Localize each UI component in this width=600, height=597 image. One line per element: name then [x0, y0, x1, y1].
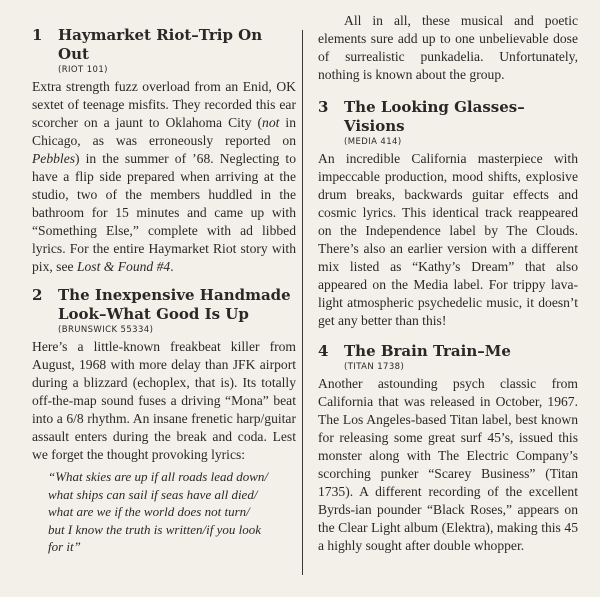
entry-body: Another astounding psych classic from California that was released in October, 1967. The Los Angeles-based Titan label, best known for releasing some great surf 45’s, issued this monster along with The Electric Company’s scorching punker “Scarey Business” (Titan 1735). A different recording of the excellent Byrds-ian pounder “Black Roses,” appears on the Clear Light album (Elektra), making this 45 a highly sought after double whopper.	[318, 376, 578, 553]
entry-heading	[32, 286, 296, 324]
lyric-line: but I know the truth is written/if you look	[48, 521, 262, 537]
lyric-line: what ships can sail if seas have all died/	[48, 486, 258, 502]
track-number: 3	[318, 98, 329, 116]
emphasis-text: not	[262, 115, 280, 130]
right-column	[318, 12, 578, 565]
track-number: 4	[318, 342, 329, 360]
entry-body: An incredible California masterpiece with impeccable production, mood shifts, explosive drum breaks, backwards guitar effects and cosmic lyrics. This identical track reappeared on the Independence label by The Clouds. There’s also an earlier version with a different mix listed as “Kathy’s Dream” that also appeared on the Media label. For trippy lava-light atmospheric psychedelic music, it doesn’t get any better than this!	[318, 151, 578, 328]
emphasis-text: Pebbles	[32, 151, 76, 166]
entry-heading	[318, 98, 578, 136]
catalog-number: (TITAN 1738)	[344, 362, 405, 372]
emphasis-text: Lost & Found #4	[76, 259, 171, 274]
entry-body: Here’s a little-known freakbeat killer from August, 1968 with more delay than JFK airport during a blizzard (echoplex, that is). Its totally off-the-map sound fuses a driving “Mona” beat into a 6/8 rhythm. An insane frenetic harp/guitar assault enters during the break and coda. Lest we forget the thought provoking lyrics:	[32, 339, 296, 462]
left-column	[32, 26, 296, 566]
catalog-number: (BRUNSWICK 55334)	[58, 325, 154, 335]
track-number: 1	[32, 26, 43, 44]
entry-body	[32, 78, 296, 276]
track-number: 2	[32, 286, 43, 304]
lyrics-quote	[48, 468, 296, 556]
track-title	[58, 286, 296, 324]
body-text: ) in the summer of ’68. Neglecting to have a flip side prepared when arriving at the studio, two of the members huddled in the bathroom for 15 minutes and came up with “Something Else,” complete with ad libbed lyrics. For the entire Haymarket Riot story with pix, see	[32, 151, 296, 274]
track-title: The Brain Train–Me	[344, 342, 511, 360]
lyric-line: for it”	[48, 539, 81, 554]
entry-haymarket-riot	[32, 26, 296, 276]
catalog-number: (RIOT 101)	[58, 65, 108, 75]
track-title-line: Look–What Good Is Up	[58, 305, 249, 323]
continued-paragraph: All in all, these musical and poetic elements sure add up to one unbelievable dose of surrealistic punkadelia. Unfortunately, nothing is known about the group.	[318, 13, 578, 82]
track-title: Haymarket Riot–Trip On Out	[58, 26, 263, 63]
track-title: The Looking Glasses–Visions	[344, 98, 525, 135]
body-text: in Chicago, as was erroneously reported on	[32, 115, 296, 148]
lyric-line: what are we if the world does not turn/	[48, 504, 250, 519]
track-title-line: The Inexpensive Handmade	[58, 286, 291, 304]
entry-inexpensive-handmade-look	[32, 286, 296, 556]
column-divider	[302, 30, 303, 575]
entry-heading	[32, 26, 296, 64]
lyric-line: “What skies are up if all roads lead down/	[48, 469, 269, 484]
entry-brain-train	[318, 342, 578, 555]
entry-heading	[318, 342, 578, 361]
entry-looking-glasses	[318, 98, 578, 330]
body-text: .	[170, 259, 174, 274]
body-text: Extra strength fuzz overload from an Enid, OK sextet of teenage misfits. They recorded this ear scorcher on a jaunt to Oklahoma City (	[32, 79, 296, 130]
catalog-number: (MEDIA 414)	[344, 137, 402, 147]
